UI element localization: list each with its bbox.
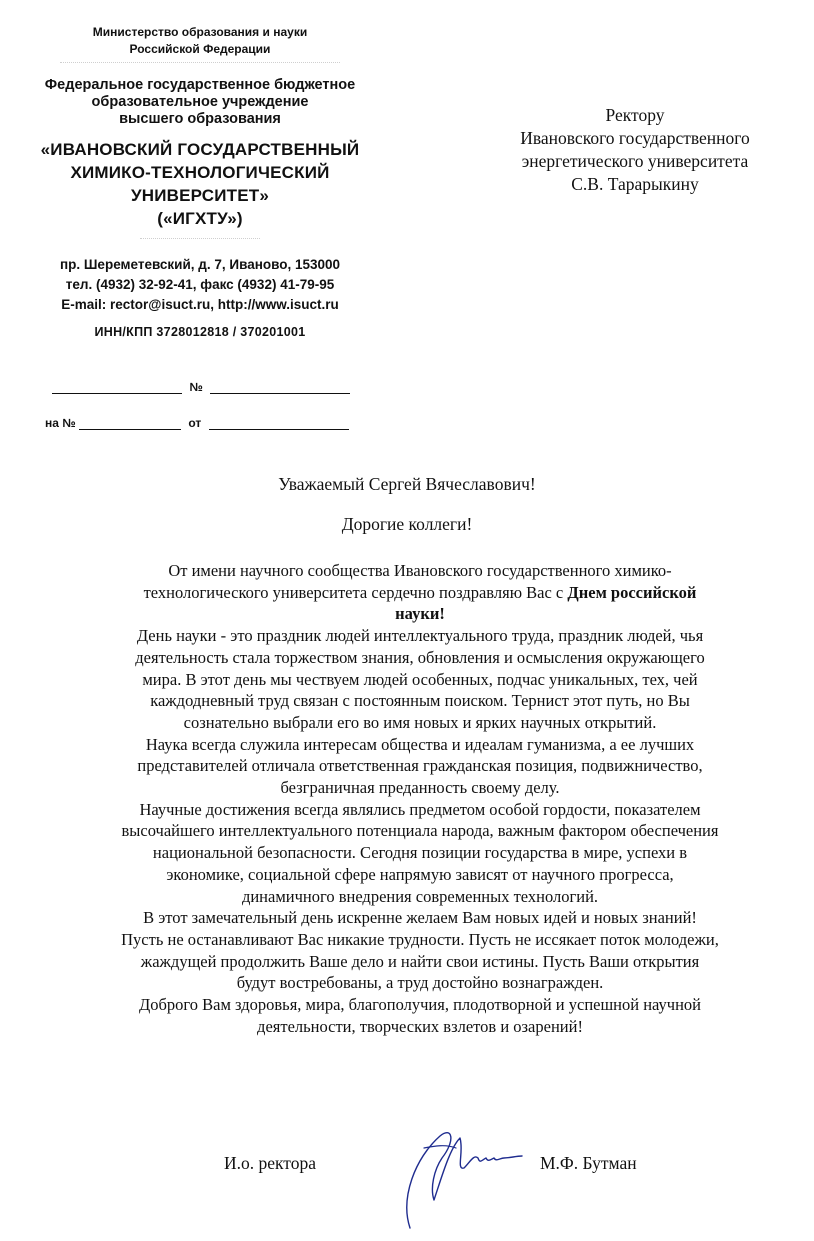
phone-fax: тел. (4932) 32-92-41, факс (4932) 41-79-95 [65, 277, 335, 292]
ministry-line: Российской Федерации [129, 42, 271, 56]
outgoing-number-blank [210, 382, 350, 394]
salutation: Уважаемый Сергей Вячеславович! [278, 474, 536, 494]
reference-number-blank [79, 418, 181, 430]
paragraph: Научные достижения всегда являлись предметом особой гордости, показателем высочайшего интеллектуального потенциала народа, важным фактором обеспечения национальной безопасности. Сегодня позиции государства в мире, успехи в экономике, социальной сфере напрямую зависят от научного прогресса, динамичного внедрения современных технологий. [121, 799, 719, 906]
paragraph: В этот замечательный день искренне желаем Вам новых идей и новых знаний! Пусть не останавливают Вас никакие трудности. Пусть не иссякает поток молодежи, жаждущей продолжить Ваше дело и найти свои истины. Пусть Ваши открытия будут востребованы, а труд достойно вознагражден. [121, 908, 719, 993]
number-label: № [189, 380, 203, 394]
contact-block [30, 255, 370, 315]
institution-line: образовательное учреждение [91, 94, 309, 110]
outgoing-date-blank [52, 382, 182, 394]
university-abbreviation: («ИГХТУ») [157, 209, 243, 228]
handwritten-signature [390, 1118, 530, 1233]
university-line: УНИВЕРСИТЕТ» [130, 186, 270, 205]
divider [140, 238, 260, 245]
addressee-block [470, 104, 800, 196]
greeting: Дорогие коллеги! [341, 514, 473, 534]
signatory-title: И.о. ректора [224, 1153, 316, 1173]
institution-line: Федеральное государственное бюджетное [44, 77, 356, 93]
reference-date-blank [209, 418, 349, 430]
addressee-line: энергетического университета [521, 151, 749, 171]
addressee-line: Ректору [605, 105, 665, 125]
institution-line: высшего образования [119, 111, 281, 127]
institution-type [30, 77, 370, 128]
ministry-line: Министерство образования и науки [92, 25, 308, 39]
signatory-name: М.Ф. Бутман [540, 1153, 637, 1173]
university-line: «ИВАНОВСКИЙ ГОСУДАРСТВЕННЫЙ [40, 140, 360, 159]
university-line: ХИМИКО-ТЕХНОЛОГИЧЕСКИЙ [70, 163, 330, 182]
letterhead [30, 24, 370, 339]
inn-kpp: ИНН/КПП 3728012818 / 370201001 [94, 325, 306, 339]
paragraph: День науки - это праздник людей интеллектуального труда, праздник людей, чья деятельность стала торжеством знания, обновления и осмысления окружающего мира. В этот день мы чествуем людей особенных, подчас уникальных, тех, чей каждодневный труд связан с постоянным поиском. Тернист этот путь, но Вы сознательно выбрали его во имя новых и ярких научных открытий. [135, 626, 705, 732]
paragraph: Наука всегда служила интересам общества и идеалам гуманизма, а ее лучших представителей отличала ответственная гражданская позиция, подвижничество, безграничная преданность своему делу. [137, 734, 703, 798]
reference-number-label: на № [45, 416, 76, 430]
postal-address: пр. Шереметевский, д. 7, Иваново, 153000 [59, 257, 341, 272]
addressee-line: Ивановского государственного [520, 128, 750, 148]
reference-line [45, 416, 349, 430]
email-web: E-mail: rector@isuct.ru, http://www.isuct.ru [61, 297, 339, 312]
divider [60, 62, 340, 71]
letter-body [120, 560, 720, 1037]
paragraph-text: От имени научного сообщества Ивановского государственного химико-технологического университета сердечно поздравляю Вас с [143, 561, 672, 602]
paragraph: Доброго Вам здоровья, мира, благополучия, плодотворной и успешной научной деятельности, творческих взлетов и озарений! [139, 995, 701, 1036]
ministry-name [30, 24, 370, 58]
addressee-name: С.В. Тарарыкину [571, 174, 699, 194]
outgoing-number-line [52, 380, 350, 394]
paragraph-congratulation [120, 560, 720, 625]
reference-date-label: от [188, 416, 202, 430]
holiday-name: Днем российской науки! [395, 582, 697, 624]
university-name [30, 138, 370, 230]
